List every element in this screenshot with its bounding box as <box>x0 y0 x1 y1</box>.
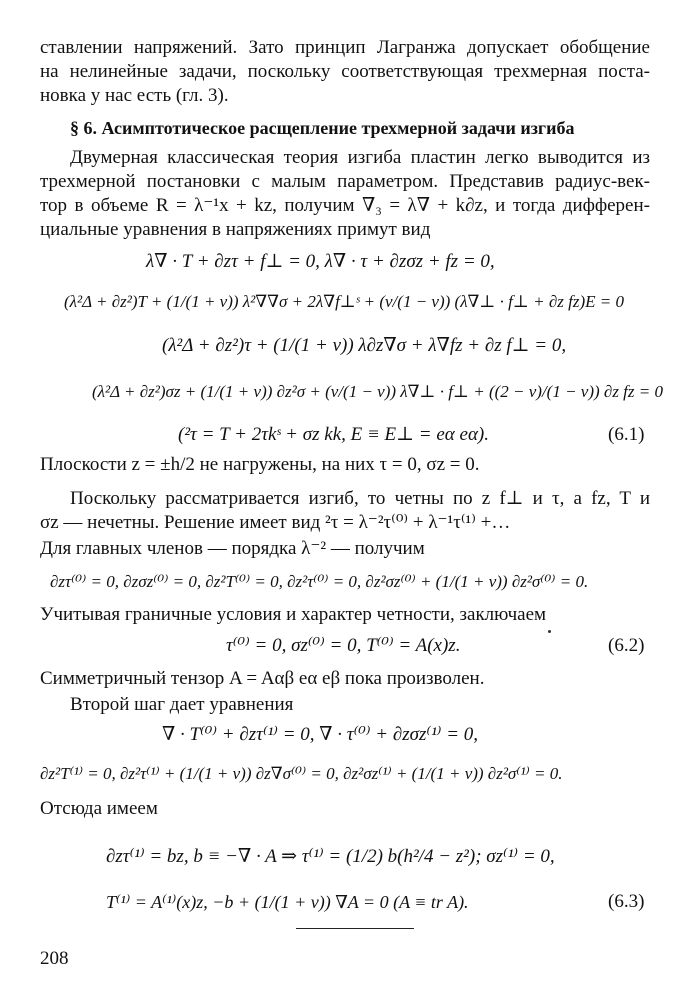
equation-number: (6.2) <box>608 635 645 656</box>
text-line: Учитывая граничные условия и характер четности, заключаем <box>40 604 547 625</box>
equation: (λ²Δ + ∂z²)T + (1/(1 + ν)) λ²∇∇σ + 2λ∇f⊥ˢ + (ν/(1 − ν)) (λ∇⊥ · f⊥ + ∂z fz)E = 0 <box>64 292 624 311</box>
page-number: 208 <box>40 948 69 969</box>
underline <box>296 928 414 929</box>
text-line: тор в объеме R = λ⁻¹x + kz, получим ∇₃ = λ∇ + k∂z, и тогда дифферен- <box>40 195 650 216</box>
text-line: новка у нас есть (гл. 3). <box>40 85 229 106</box>
equation: λ∇ · T + ∂zτ + f⊥ = 0, λ∇ · τ + ∂zσz + fz = 0, <box>146 251 495 272</box>
equation: T⁽¹⁾ = A⁽¹⁾(x)z, −b + (1/(1 + ν)) ∇A = 0 (A ≡ tr A). <box>106 892 469 912</box>
equation: (λ²Δ + ∂z²)σz + (1/(1 + ν)) ∂z²σ + (ν/(1 − ν)) λ∇⊥ · f⊥ + ((2 − ν)/(1 − ν)) ∂z fz = 0 <box>92 382 663 401</box>
text-line: Для главных членов — порядка λ⁻² — получим <box>40 538 425 559</box>
section-heading: § 6. Асимптотическое расщепление трехмерной задачи изгиба <box>70 118 575 138</box>
equation: ∇ · T⁽⁰⁾ + ∂zτ⁽¹⁾ = 0, ∇ · τ⁽⁰⁾ + ∂zσz⁽¹⁾ = 0, <box>162 724 479 745</box>
equation: τ⁽⁰⁾ = 0, σz⁽⁰⁾ = 0, T⁽⁰⁾ = A(x)z. <box>226 635 461 656</box>
print-speck <box>548 630 551 633</box>
text-line: трехмерной постановки с малым параметром. Представив радиус-век- <box>40 171 650 192</box>
text-line: σz — нечетны. Решение имеет вид ²τ = λ⁻²τ⁽⁰⁾ + λ⁻¹τ⁽¹⁾ +… <box>40 512 511 533</box>
text-line: Плоскости z = ±h/2 не нагружены, на них τ = 0, σz = 0. <box>40 454 480 475</box>
text-line: Отсюда имеем <box>40 798 158 819</box>
equation-number: (6.1) <box>608 424 645 445</box>
text-line: циальные уравнения в напряжениях примут вид <box>40 219 431 240</box>
equation-number: (6.3) <box>608 891 645 912</box>
equation: (²τ = T + 2τkˢ + σz kk, E ≡ E⊥ = eα eα). <box>178 424 489 445</box>
text-line: Симметричный тензор A = Aαβ eα eβ пока произволен. <box>40 668 485 689</box>
equation: ∂zτ⁽¹⁾ = bz, b ≡ −∇ · A ⇒ τ⁽¹⁾ = (1/2) b(h²/4 − z²); σz⁽¹⁾ = 0, <box>106 846 555 867</box>
text-line: Поскольку рассматривается изгиб, то четны по z f⊥ и τ, а fz, T и <box>70 488 650 509</box>
text-line: ставлении напряжений. Зато принцип Лагранжа допускает обобщение <box>40 37 650 58</box>
equation: ∂z²T⁽¹⁾ = 0, ∂z²τ⁽¹⁾ + (1/(1 + ν)) ∂z∇σ⁽⁰⁾ = 0, ∂z²σz⁽¹⁾ + (1/(1 + ν)) ∂z²σ⁽¹⁾ = 0. <box>40 764 563 783</box>
text-line: Второй шаг дает уравнения <box>70 694 294 715</box>
text-line: на нелинейные задачи, поскольку соответствующая трехмерная поста- <box>40 61 650 82</box>
equation: ∂zτ⁽⁰⁾ = 0, ∂zσz⁽⁰⁾ = 0, ∂z²T⁽⁰⁾ = 0, ∂z²τ⁽⁰⁾ = 0, ∂z²σz⁽⁰⁾ + (1/(1 + ν)) ∂z²σ⁽⁰⁾ = 0. <box>50 572 589 591</box>
text-line: Двумерная классическая теория изгиба пластин легко выводится из <box>70 147 650 168</box>
equation: (λ²Δ + ∂z²)τ + (1/(1 + ν)) λ∂z∇σ + λ∇fz + ∂z f⊥ = 0, <box>162 335 567 356</box>
